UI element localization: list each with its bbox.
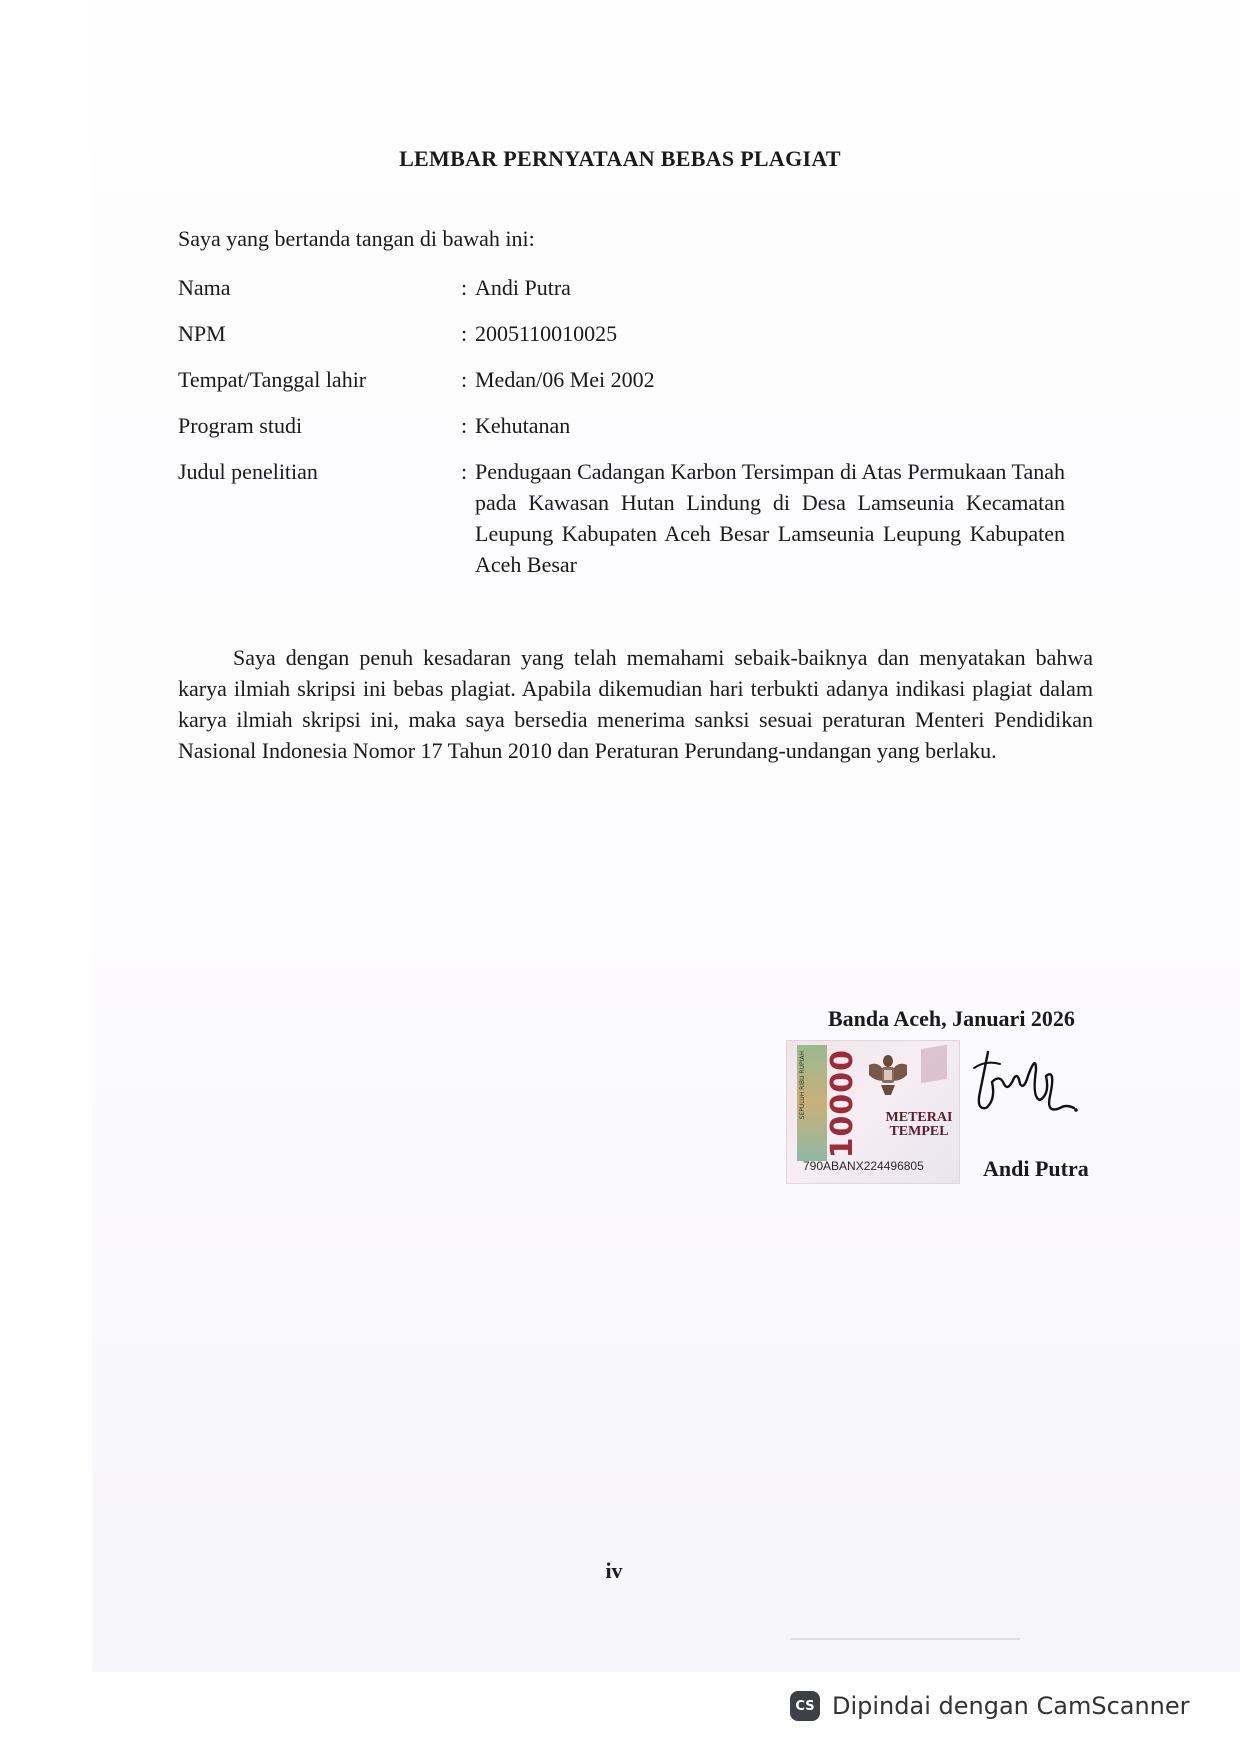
page-number: iv (605, 1558, 623, 1583)
stamp-label-line1: METERAI (885, 1110, 953, 1125)
stamp-watermark (921, 1045, 947, 1084)
garuda-emblem-icon (867, 1051, 909, 1097)
field-label: Judul penelitian (178, 459, 318, 484)
field-tempat-tanggal-lahir (178, 364, 1078, 395)
field-label: NPM (178, 321, 226, 346)
field-value: Kehutanan (475, 413, 571, 438)
identity-fields (178, 272, 1078, 595)
field-program-studi (178, 410, 1078, 441)
signer-name: Andi Putra (983, 1156, 1089, 1181)
field-value: Andi Putra (475, 275, 571, 300)
field-separator: : (461, 321, 468, 346)
place-date: Banda Aceh, Januari 2026 (828, 1006, 1075, 1031)
field-nama (178, 272, 1078, 303)
field-separator: : (461, 275, 468, 300)
field-label: Nama (178, 275, 231, 300)
field-separator: : (461, 367, 468, 392)
field-label: Tempat/Tanggal lahir (178, 367, 367, 392)
field-separator: : (461, 459, 468, 484)
field-judul-penelitian (178, 456, 1078, 580)
field-value: Pendugaan Cadangan Karbon Tersimpan di Atas Permukaan Tanah pada Kawasan Hutan Lindung di Desa Lamseunia Kecamatan Leupung Kabupaten Aceh Besar Lamseunia Leupung Kabupaten Aceh Besar (475, 459, 1065, 577)
document-title: LEMBAR PERNYATAAN BEBAS PLAGIAT (399, 146, 841, 171)
statement-paragraph: Saya dengan penuh kesadaran yang telah memahami sebaik-baiknya dan menyatakan bahwa karya ilmiah skripsi ini bebas plagiat. Apabila dikemudian hari terbukti adanya indikasi plagiat dalam karya ilmiah skripsi ini, maka saya bersedia menerima sanksi sesuai peraturan Menteri Pendidikan Nasional Indonesia Nomor 17 Tahun 2010 dan Peraturan Perundang-undangan yang berlaku. (178, 645, 1093, 763)
field-separator: : (461, 413, 468, 438)
meterai-stamp (786, 1040, 960, 1184)
camscanner-watermark (760, 1676, 1220, 1736)
stamp-security-strip (797, 1045, 827, 1161)
field-label: Program studi (178, 413, 303, 438)
camscanner-icon: CS (790, 1691, 820, 1721)
stamp-label (879, 1111, 959, 1139)
field-npm (178, 318, 1078, 349)
intro-text: Saya yang bertanda tangan di bawah ini: (178, 226, 535, 251)
stamp-serial: 790ABANX224496805 (803, 1159, 924, 1173)
stamp-label-line2: TEMPEL (889, 1124, 949, 1139)
signature-mark (966, 1038, 1086, 1130)
camscanner-text: Dipindai dengan CamScanner (832, 1692, 1190, 1720)
stamp-value: 10000 (825, 1049, 860, 1159)
stamp-strip-text: SEPULUH RIBU RUPIAH (799, 1051, 806, 1120)
field-value: 2005110010025 (475, 321, 618, 346)
scan-artifact-line (790, 1638, 1020, 1640)
field-value: Medan/06 Mei 2002 (475, 367, 655, 392)
